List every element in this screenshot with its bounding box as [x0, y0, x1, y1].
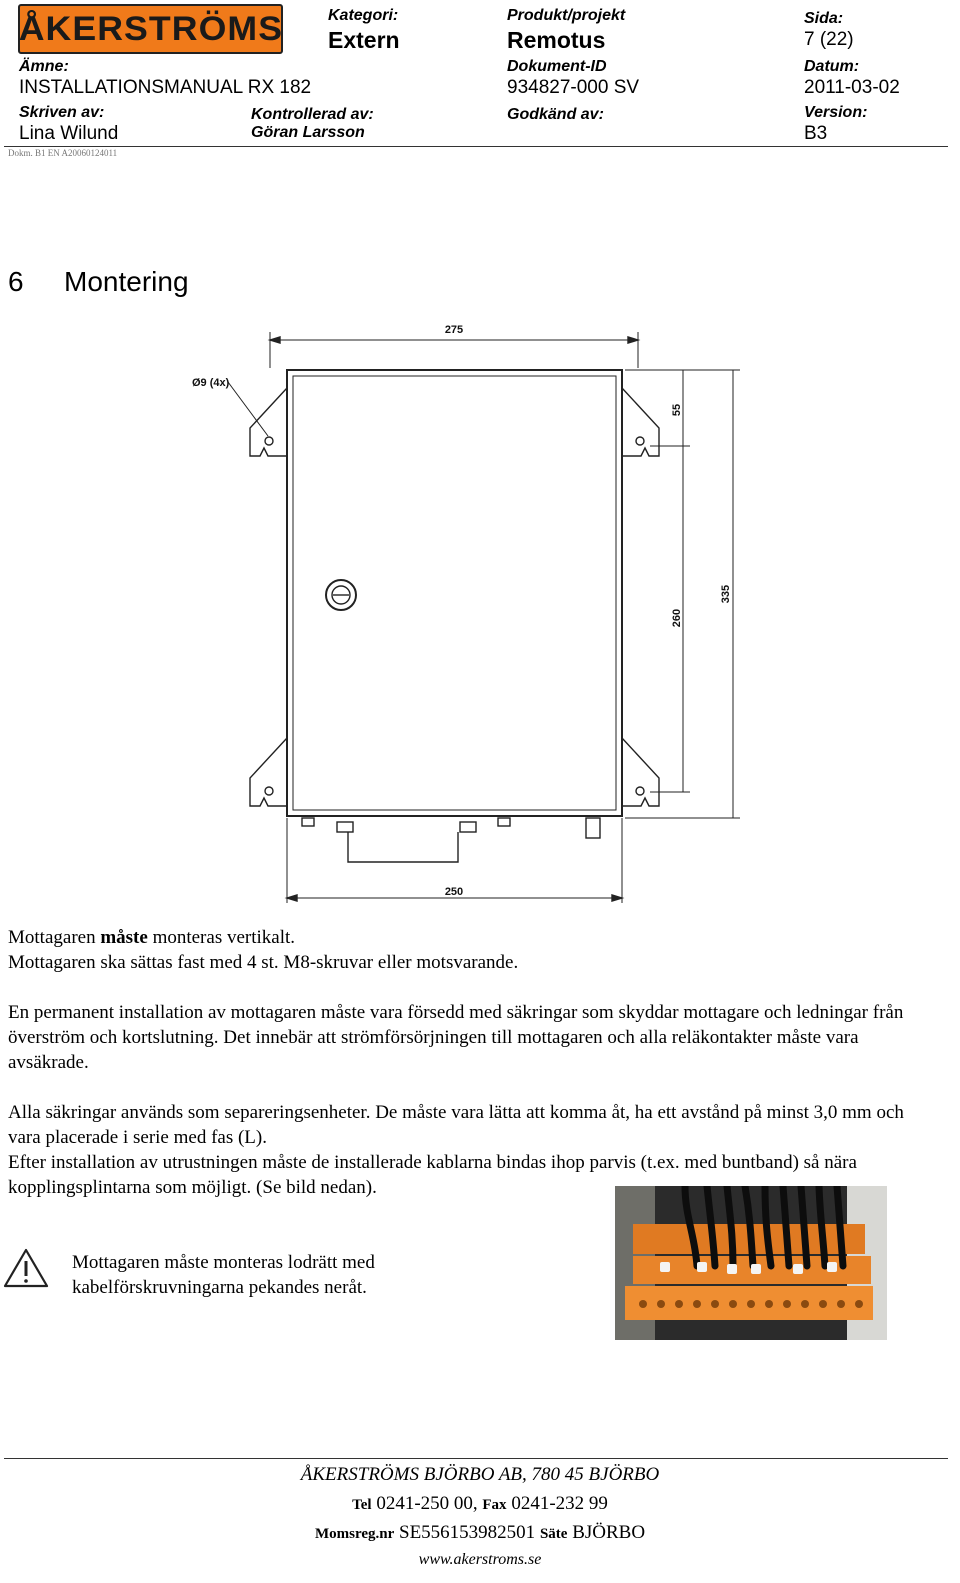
datum-value: 2011-03-02 — [804, 77, 900, 98]
dim-55: 55 — [671, 403, 683, 417]
dokid-label: Dokument-ID — [507, 58, 607, 75]
logo-text: ÅKERSTRÖMS — [18, 9, 283, 48]
tel-label: Tel — [352, 1497, 372, 1513]
footer-company: ÅKERSTRÖMS BJÖRBO AB, 780 45 BJÖRBO — [300, 1464, 660, 1485]
kategori-label: Kategori: — [328, 7, 399, 24]
footer-rule — [4, 1458, 948, 1459]
kontroll-value: Göran Larsson — [251, 124, 365, 141]
sate-label: Säte — [539, 1526, 568, 1542]
header-rule — [4, 146, 948, 147]
paragraph-vertical — [8, 925, 938, 950]
tel-value: 0241-250 00, — [371, 1493, 483, 1514]
dim-width-top: 275 — [444, 324, 464, 336]
produkt-value: Remotus — [507, 27, 606, 53]
skriven-label: Skriven av: — [19, 104, 105, 121]
paragraph-separation: Alla säkringar används som separeringsenheter. De måste vara lätta att komma åt, ha ett avstånd på minst 3,0 mm och vara placerade i serie med fas (L). — [8, 1102, 904, 1148]
p1-bold: måste — [100, 927, 148, 948]
terminal-block-photo — [615, 1186, 887, 1340]
datum-label: Datum: — [804, 58, 860, 75]
document-reference: Dokm. B1 EN A20060124011 — [8, 148, 118, 158]
reg-value: SE556153982501 — [394, 1522, 540, 1543]
dim-hole: Ø9 (4x) — [192, 377, 230, 389]
reg-label: Momsreg.nr — [314, 1526, 395, 1542]
godkand-label: Godkänd av: — [507, 106, 604, 123]
warning-text: Mottagaren måste monteras lodrätt med kabelförskruvningarna pekandes neråt. — [72, 1252, 375, 1298]
footer-website-link[interactable]: www.akerstroms.se — [418, 1551, 542, 1568]
version-label: Version: — [804, 104, 868, 121]
sida-label: Sida: — [804, 10, 844, 27]
amne-value: INSTALLATIONSMANUAL RX 182 — [19, 77, 312, 98]
kontroll-label: Kontrollerad av: — [251, 106, 374, 123]
company-logo — [18, 4, 283, 54]
footer-registration — [0, 1522, 960, 1544]
p1-pre: Mottagaren — [8, 927, 101, 948]
paragraph-screws: Mottagaren ska sättas fast med 4 st. M8-skruvar eller motsvarande. — [8, 952, 519, 973]
version-value: B3 — [804, 123, 828, 144]
dim-335: 335 — [720, 584, 732, 604]
fax-value: 0241-232 99 — [506, 1493, 608, 1514]
mounting-dimension-drawing — [180, 318, 760, 908]
paragraph-cables: Efter installation av utrustningen måste de installerade kablarna bindas ihop parvis (t.ex. med buntband) så nära kopplingsplintarna som möjligt. (Se bild nedan). — [8, 1152, 857, 1198]
section-title: Montering — [64, 266, 189, 297]
paragraph-fuses: En permanent installation av mottagaren måste vara försedd med säkringar som skyddar mottagare och ledningar från överström och kortslutning. Det innebär att strömförsörjningen till mottagaren och alla reläkontakter måste vara avsäkrade. — [8, 1002, 904, 1073]
produkt-label: Produkt/projekt — [507, 7, 626, 24]
skriven-value: Lina Wilund — [19, 123, 119, 144]
p1-post: monteras vertikalt. — [147, 927, 296, 948]
sida-value: 7 (22) — [804, 29, 854, 50]
section-number: 6 — [8, 266, 24, 297]
warning-icon — [2, 1247, 50, 1289]
footer-contact — [0, 1493, 960, 1515]
amne-label: Ämne: — [19, 58, 69, 75]
dim-width-bottom: 250 — [444, 886, 464, 898]
dim-260: 260 — [671, 608, 683, 628]
fax-label: Fax — [482, 1497, 507, 1513]
dokid-value: 934827-000 SV — [507, 77, 640, 98]
sate-value: BJÖRBO — [567, 1522, 646, 1543]
kategori-value: Extern — [328, 27, 400, 53]
